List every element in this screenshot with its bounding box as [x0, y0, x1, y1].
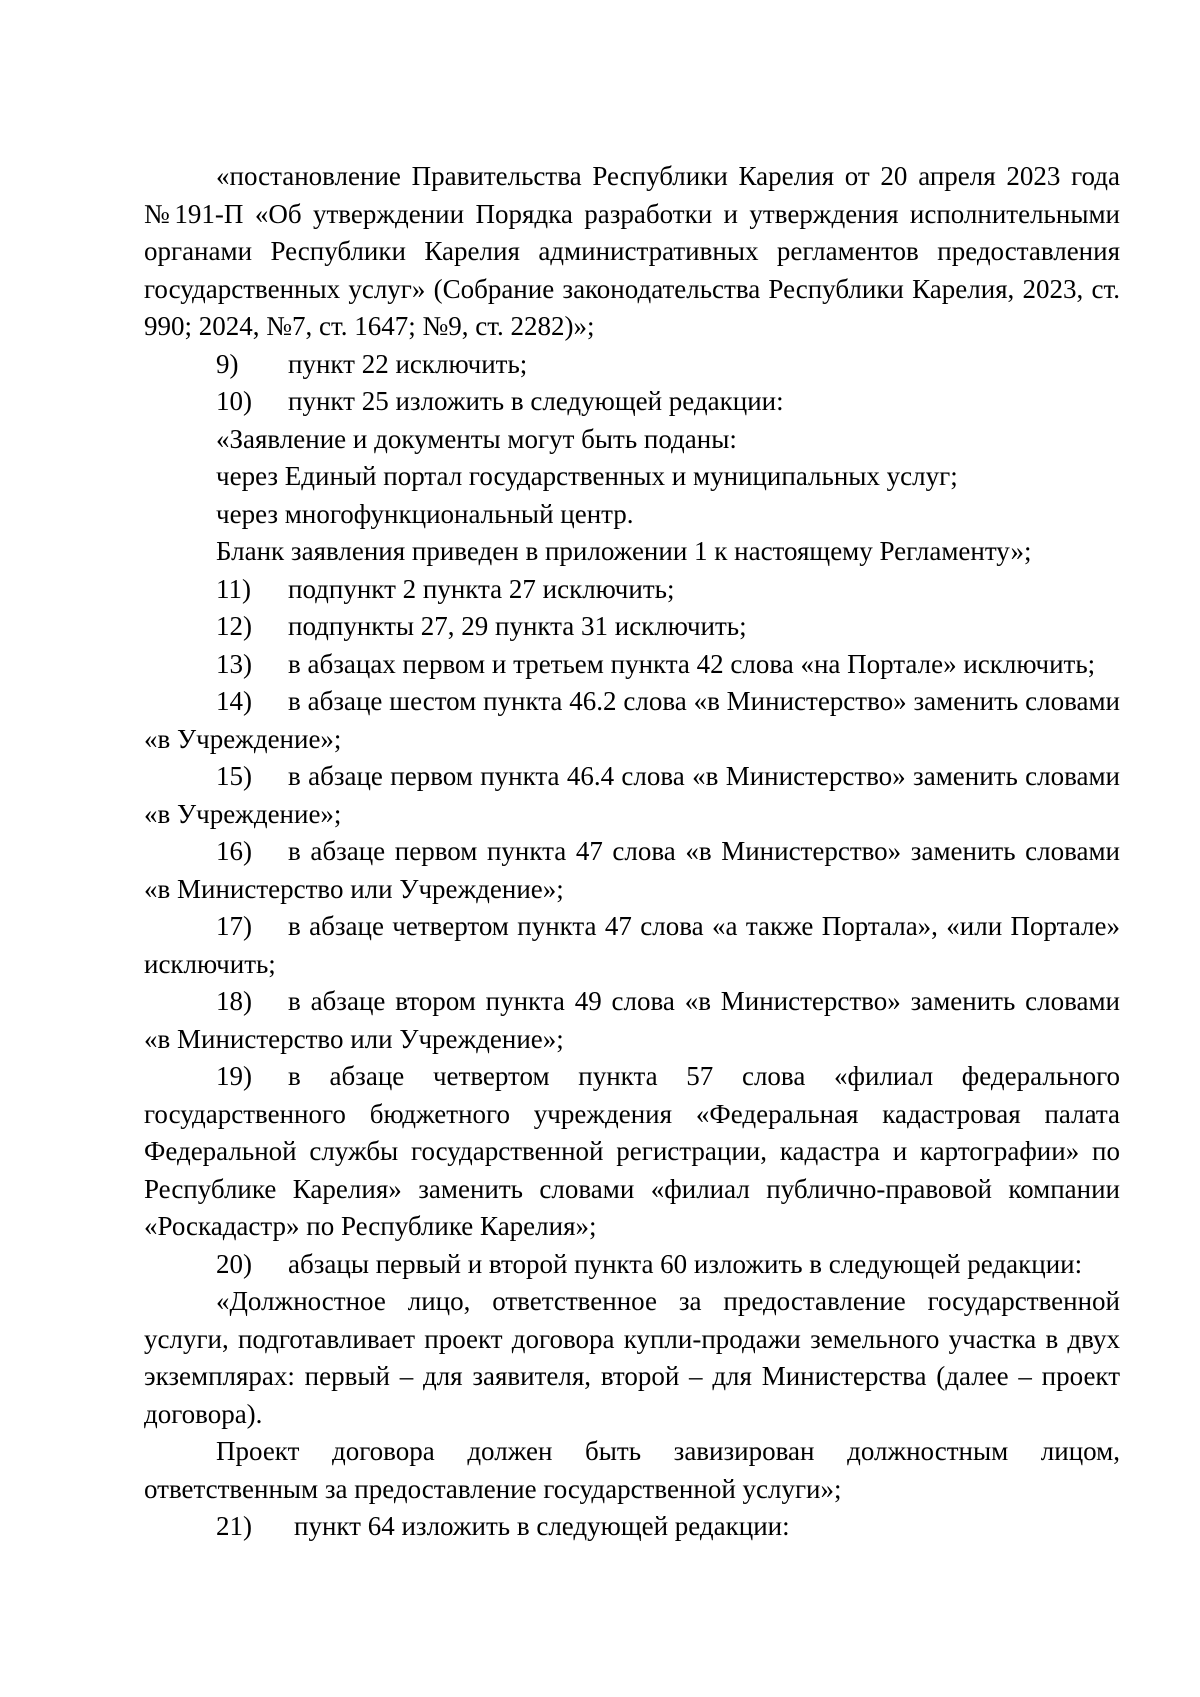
paragraph-intro-quote: [144, 158, 1120, 346]
item-text: в абзацах первом и третьем пункта 42 слова «на Портале» исключить;: [288, 648, 1096, 679]
paragraph-text: через Единый портал государственных и муниципальных услуг;: [216, 461, 958, 491]
item-number: 16): [216, 836, 252, 866]
paragraph-portal: [144, 458, 1120, 496]
paragraph-official: [144, 1283, 1120, 1433]
item-text: пункт 25 изложить в следующей редакции:: [288, 386, 784, 416]
list-item-13: [144, 646, 1120, 684]
list-item-10: [144, 383, 1120, 421]
list-item-12: [144, 608, 1120, 646]
item-number: 10): [216, 386, 252, 416]
document-page: [144, 158, 1120, 1546]
paragraph-text: через многофункциональный центр.: [216, 498, 634, 529]
item-text: подпункт 2 пункта 27 исключить;: [288, 573, 675, 604]
list-item-18: [144, 983, 1120, 1058]
paragraph-text: «Должностное лицо, ответственное за предоставление государственной услуги, подготавливает проект договора купли-продажи земельного участка в двух экземплярах: первый – для заявителя, второй – для Министерства (далее – проект договора).: [144, 1286, 1120, 1429]
item-text: в абзаце первом пункта 47 слова «в Министерство» заменить словами «в Министерство или Учреждение»;: [144, 836, 1120, 904]
item-text: в абзаце первом пункта 46.4 слова «в Министерство» заменить словами «в Учреждение»;: [144, 761, 1120, 829]
item-text: пункт 22 исключить;: [288, 348, 528, 379]
item-number: 13): [216, 648, 252, 679]
item-number: 9): [216, 348, 239, 379]
item-text: в абзаце шестом пункта 46.2 слова «в Министерство» заменить словами «в Учреждение»;: [144, 686, 1120, 754]
paragraph-text: «Заявление и документы могут быть поданы:: [216, 423, 737, 454]
item-text: в абзаце втором пункта 49 слова «в Министерство» заменить словами «в Министерство или Учреждение»;: [144, 986, 1120, 1054]
item-number: 12): [216, 611, 252, 641]
item-number: 19): [216, 1061, 252, 1091]
item-text: абзацы первый и второй пункта 60 изложить в следующей редакции:: [288, 1248, 1083, 1279]
list-item-15: [144, 758, 1120, 833]
list-item-14: [144, 683, 1120, 758]
paragraph-text: Бланк заявления приведен в приложении 1 к настоящему Регламенту»;: [216, 536, 1032, 566]
list-item-20: [144, 1246, 1120, 1284]
item-number: 11): [216, 573, 251, 604]
list-item-16: [144, 833, 1120, 908]
list-item-11: [144, 571, 1120, 609]
item-number: 17): [216, 911, 252, 941]
item-number: 18): [216, 986, 252, 1016]
list-item-9: [144, 346, 1120, 384]
item-text: подпункты 27, 29 пункта 31 исключить;: [288, 611, 747, 641]
item-number: 21): [216, 1511, 252, 1541]
paragraph-text: «постановление Правительства Республики Карелия от 20 апреля 2023 года №191-П «Об утверждении Порядка разработки и утверждения исполнительными органами Республики Карелия административных регламентов предоставления государственных услуг» (Собрание законодательства Республики Карелия, 2023, ст. 990; 2024, №7, ст. 1647; №9, ст. 2282)»;: [144, 161, 1120, 341]
paragraph-quote-start: [144, 421, 1120, 459]
list-item-21: [144, 1508, 1120, 1546]
item-text: в абзаце четвертом пункта 47 слова «а также Портала», «или Портале» исключить;: [144, 911, 1120, 979]
list-item-19: [144, 1058, 1120, 1246]
item-number: 15): [216, 761, 252, 791]
paragraph-draft-contract: [144, 1433, 1120, 1508]
paragraph-mfc: [144, 496, 1120, 534]
paragraph-text: Проект договора должен быть завизирован должностным лицом, ответственным за предоставление государственной услуги»;: [144, 1436, 1120, 1504]
list-item-17: [144, 908, 1120, 983]
paragraph-form: [144, 533, 1120, 571]
item-text: в абзаце четвертом пункта 57 слова «филиал федерального государственного бюджетного учреждения «Федеральная кадастровая палата Федеральной службы государственной регистрации, кадастра и картографии» по Республике Карелия» заменить словами «филиал публично-правовой компании «Роскадастр» по Республике Карелия»;: [144, 1061, 1120, 1241]
item-number: 20): [216, 1248, 252, 1279]
item-number: 14): [216, 686, 252, 716]
item-text: пункт 64 изложить в следующей редакции:: [294, 1511, 790, 1541]
